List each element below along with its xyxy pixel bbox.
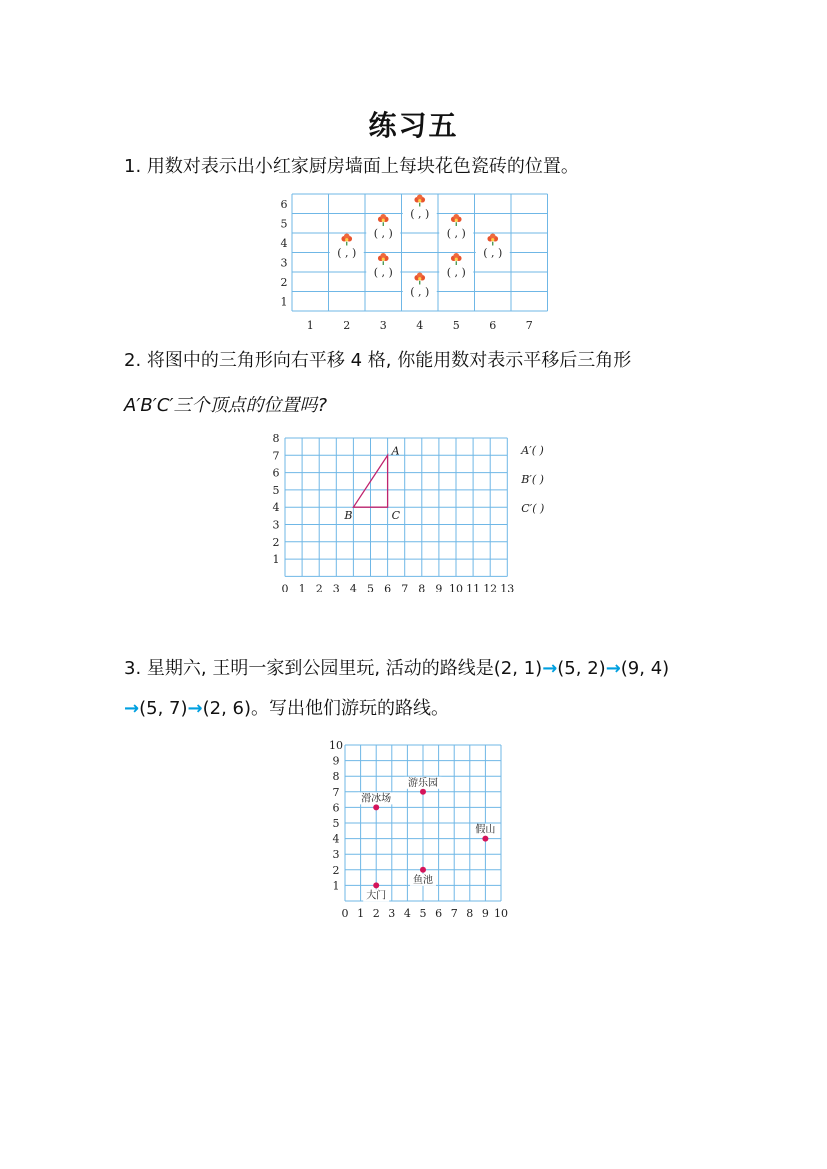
route-point-4: (5, 7) [139,698,188,719]
x-tick-label: 13 [500,582,515,592]
x-tick-label: 1 [357,907,365,920]
place-label: 鱼池 [413,874,433,886]
x-tick-label: 3 [388,907,396,920]
flower-center [345,238,348,241]
route-point-2: (5, 2) [557,658,606,679]
arrow-icon: → [542,658,558,679]
x-tick-label: 9 [435,582,443,592]
vertex-answer-blank: C′( ) [521,502,545,515]
place-label: 滑冰场 [361,793,392,805]
arrow-icon: → [187,698,203,719]
x-tick-label: 2 [372,907,380,920]
y-tick-label: 7 [272,449,280,463]
answer-blank: ( , ) [373,266,393,279]
flower-center [491,238,494,241]
route-point-5: (2, 6) [202,698,251,719]
x-tick-label: 11 [466,582,481,592]
x-tick-label: 12 [483,582,498,592]
question-2-line-2 [124,395,327,417]
flower-center [418,199,421,202]
x-tick-label: 4 [416,319,424,332]
vertex-answer-blank: B′( ) [521,473,544,486]
x-tick-label: 1 [298,582,306,592]
x-tick-label: 8 [418,582,426,592]
question-2-line-2-text: A′B′C′三个顶点的位置吗? [124,395,328,416]
x-tick-label: 10 [449,582,463,592]
x-tick-label: 2 [343,319,351,332]
vertex-label-c: C [391,509,401,523]
park-map-figure [320,735,510,920]
route-point-1: (2, 1) [493,658,543,679]
y-tick-label: 1 [280,295,288,309]
x-tick-label: 4 [349,582,357,592]
x-tick-label: 7 [525,319,533,332]
x-tick-label: 6 [435,907,443,920]
flower-center [418,277,421,280]
y-tick-label: 5 [272,483,280,497]
y-tick-label: 2 [280,275,288,289]
y-tick-label: 3 [332,848,340,862]
place-label: 假山 [475,824,496,836]
x-tick-label: 6 [489,319,497,332]
vertex-label-a: A [391,444,400,458]
answer-blank: ( , ) [446,227,466,240]
y-tick-label: 6 [332,801,340,815]
x-tick-label: 4 [403,907,411,920]
x-tick-label: 3 [332,582,340,592]
flower-center [455,258,458,261]
x-tick-label: 6 [384,582,392,592]
y-tick-label: 5 [280,217,288,231]
page-title: 练习五 [368,109,459,142]
vertex-label-b: B [344,509,353,523]
place-point [373,804,379,810]
x-tick-label: 7 [401,582,409,592]
x-tick-label: 10 [494,907,508,920]
x-tick-label: 0 [341,907,349,920]
y-tick-label: 3 [272,518,280,532]
y-tick-label: 6 [280,197,288,211]
place-label: 大门 [366,890,387,902]
y-tick-label: 10 [329,739,343,752]
y-tick-label: 7 [332,785,340,799]
flower-center [455,219,458,222]
x-tick-label: 0 [281,582,289,592]
x-tick-label: 5 [367,582,374,592]
question-1-text: 1. 用数对表示出小红家厨房墙面上每块花色瓷砖的位置。 [124,156,579,177]
y-tick-label: 2 [332,863,340,877]
y-tick-label: 4 [332,832,340,846]
question-3-line-2 [124,698,449,720]
place-point [420,867,426,873]
flower-center [382,258,385,261]
x-tick-label: 5 [419,907,427,920]
answer-blank: ( , ) [410,285,430,299]
question-3-intro: 3. 星期六, 王明一家到公园里玩, 活动的路线是 [124,658,494,679]
y-tick-label: 4 [272,501,280,515]
x-tick-label: 2 [315,582,323,592]
x-tick-label: 5 [452,319,460,332]
tile-grid-figure [270,190,560,335]
x-tick-label: 9 [481,907,489,920]
flower-center [382,219,385,222]
place-label: 游乐园 [408,777,438,789]
answer-blank: ( , ) [446,266,466,279]
x-tick-label: 7 [450,907,458,920]
answer-blank: ( , ) [373,227,393,240]
y-tick-label: 1 [332,879,340,893]
answer-blank: ( , ) [410,207,430,221]
y-tick-label: 8 [332,770,340,784]
y-tick-label: 5 [332,817,340,830]
route-point-3: (9, 4) [620,658,670,679]
y-tick-label: 2 [272,535,280,549]
x-tick-label: 3 [379,319,387,332]
answer-blank: ( , ) [337,246,357,260]
arrow-icon: → [124,698,140,719]
vertex-answer-blank: A′( ) [521,444,544,457]
triangle-grid-figure [260,432,570,592]
y-tick-label: 6 [272,466,280,480]
answer-blank: ( , ) [483,246,503,260]
place-point [482,836,488,842]
place-point [420,789,426,795]
y-tick-label: 3 [280,256,288,270]
place-point [373,882,379,888]
question-3-instruction: 。写出他们游玩的路线。 [251,698,449,719]
x-tick-label: 1 [306,319,314,332]
y-tick-label: 8 [272,432,280,445]
y-tick-label: 4 [280,236,288,250]
y-tick-label: 9 [332,754,340,768]
question-3-line-1 [124,658,669,680]
arrow-icon: → [605,658,621,679]
x-tick-label: 8 [466,907,474,920]
y-tick-label: 1 [272,553,280,567]
question-2-line-1: 2. 将图中的三角形向右平移 4 格, 你能用数对表示平移后三角形 [124,350,632,371]
